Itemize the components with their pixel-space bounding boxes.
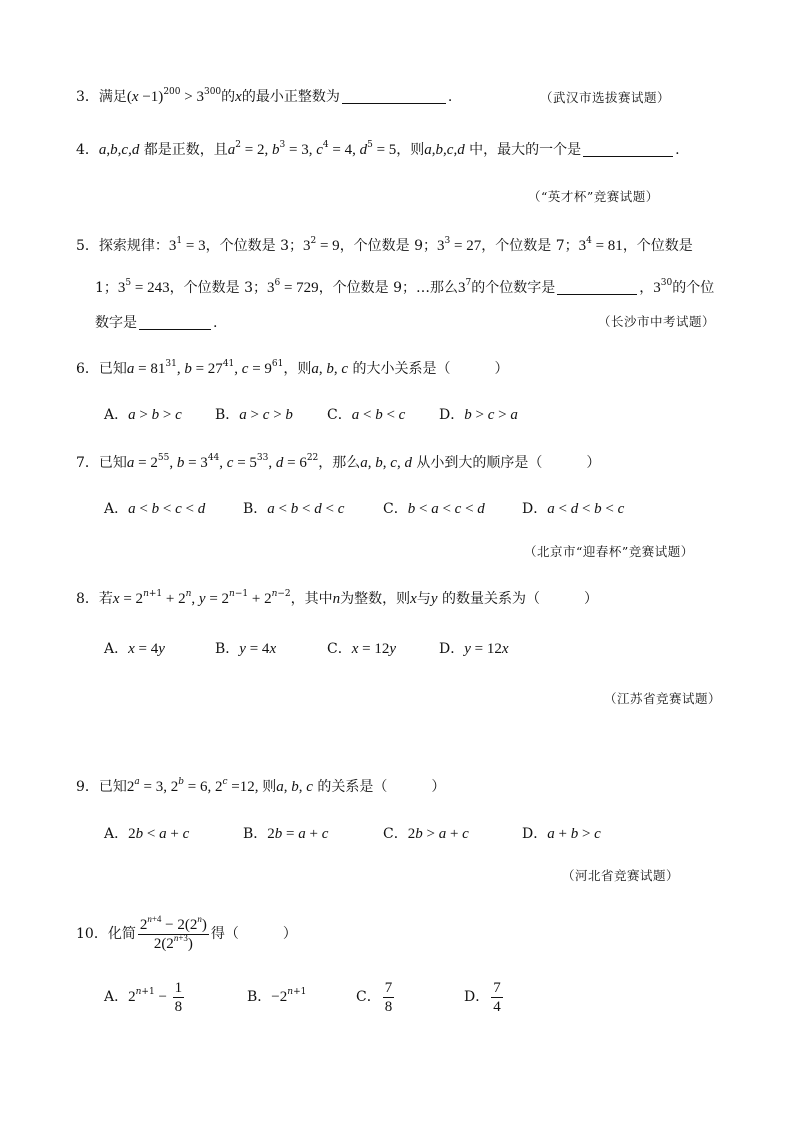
option-c[interactable]: C．2b > a + c (383, 826, 469, 842)
question-7: 7．已知$a = 2^{55}$, $b = 3^{44}$, $c = 5^{33}$, $d = 6^{22}$，那么a, b, c, d 从小到大的顺序是（ ） (76, 453, 601, 471)
option-d[interactable]: D．a < d < b < c (522, 501, 625, 517)
question-10: 10．化简 $\frac{2^{n+4} - 2(2^n)}{2(2^{n+3})}$ 得（ ） (76, 913, 297, 952)
option-c[interactable]: C．x = 12y (327, 641, 397, 657)
source-note: （长沙市中考试题） (598, 314, 716, 329)
option-a[interactable]: A．x = 4y (104, 641, 165, 657)
option-b[interactable]: B．$-2^{n+1}$ (247, 987, 307, 1005)
question-3: 3．满足$(x -1)^{200} > 3^{300}$的x的最小正整数为 . (76, 87, 453, 105)
source-note: （武汉市选拔赛试题） (540, 90, 671, 105)
answer-blank[interactable] (139, 315, 211, 330)
answer-blank[interactable] (342, 89, 446, 104)
source-note: （河北省竞赛试题） (562, 868, 680, 883)
option-a[interactable]: A．2b < a + c (104, 826, 190, 842)
question-9: 9．已知$2^a = 3$, $2^b = 6$, $2^c =12$, 则a, b, c 的关系是（ ） (76, 777, 446, 795)
question-6: 6．已知$a = 81^{31}$, $b = 27^{41}$, $c = 9^{61}$，则a, b, c 的大小关系是（ ） (76, 359, 509, 377)
option-c[interactable]: C．b < a < c < d (383, 501, 485, 517)
option-a[interactable]: A．a < b < c < d (104, 501, 206, 517)
question-5-line-3: 数字是 . (95, 315, 218, 331)
option-b[interactable]: B．2b = a + c (243, 826, 329, 842)
option-d[interactable]: D．b > c > a (439, 407, 518, 423)
answer-blank[interactable] (557, 280, 637, 295)
source-note: （北京市“迎春杯”竞赛试题） (524, 544, 694, 559)
option-a[interactable]: A．$2^{n+1}$ − $\frac{1}{8}$ (104, 979, 183, 1015)
option-a[interactable]: A．a > b > c (104, 407, 182, 423)
question-5-line-2: 1；$3^5 = 243$，个位数是 3；$3^6 = 729$，个位数是 9；…那么$3^7$的个位数字是 ，$3^{30}$的个位 (95, 278, 715, 296)
question-4: 4．a,b,c,d 都是正数，且$a^2 = 2$, $b^3 = 3$, $c^4 = 4$, $d^5 = 5$，则a,b,c,d 中，最大的一个是 . (76, 140, 680, 158)
option-c[interactable]: C． $\frac{7}{8}$ (356, 979, 393, 1015)
option-b[interactable]: B．a < b < d < c (243, 501, 345, 517)
option-b[interactable]: B．a > c > b (215, 407, 293, 423)
fraction-expression: $\frac{2^{n+4} - 2(2^n)}{2(2^{n+3})}$ (139, 913, 207, 952)
source-note: （“英才杯”竞赛试题） (528, 189, 659, 204)
option-d[interactable]: D．y = 12x (439, 641, 509, 657)
question-5-line-1: 5．探索规律：$3^1 = 3$，个位数是 3；$3^2 = 9$，个位数是 9；$3^3 = 27$，个位数是 7；$3^4 = 81$，个位数是 (76, 236, 693, 254)
answer-blank[interactable] (583, 142, 673, 157)
question-8: 8．若$x = 2^{n+1} + 2^n$, $y = 2^{n-1} + 2^{n-2}$，其中n为整数，则x与y 的数量关系为（ ） (76, 589, 598, 607)
source-note: （江苏省竞赛试题） (604, 691, 722, 706)
option-b[interactable]: B．y = 4x (215, 641, 277, 657)
option-c[interactable]: C．a < b < c (327, 407, 406, 423)
option-d[interactable]: D． $\frac{7}{4}$ (464, 979, 501, 1015)
option-d[interactable]: D．a + b > c (522, 826, 601, 842)
